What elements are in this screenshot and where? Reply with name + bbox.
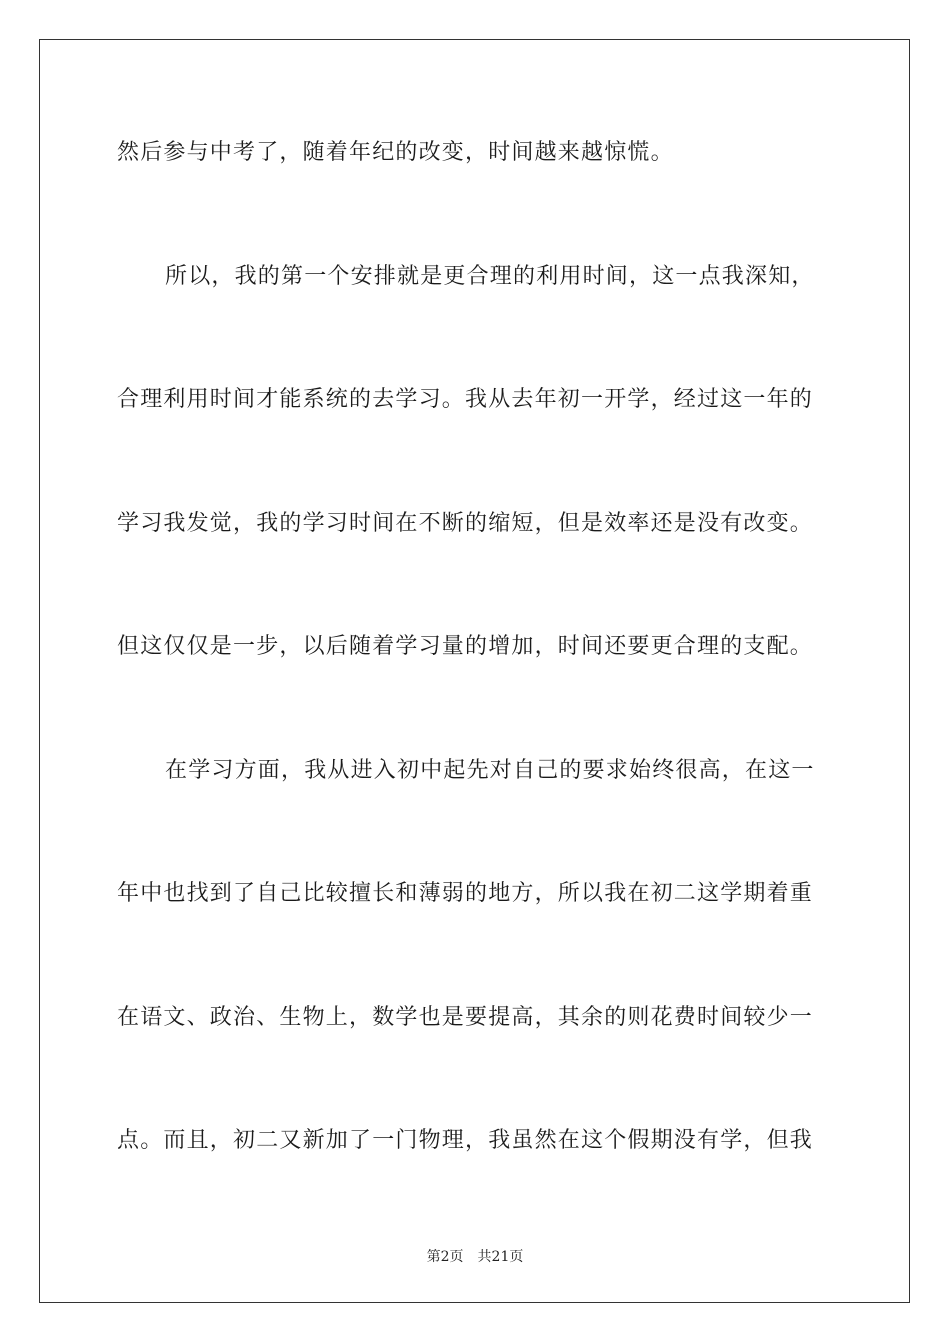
document-body (117, 133, 837, 1245)
text-line-2: 所以，我的第一个安排就是更合理的利用时间，这一点我深知， (165, 263, 815, 289)
text-line-6: 在学习方面，我从进入初中起先对自己的要求始终很高，在这一 (165, 757, 815, 783)
page-footer (0, 1248, 950, 1266)
text-line-4: 学习我发觉，我的学习时间在不断的缩短，但是效率还是没有改变。 (117, 510, 814, 536)
text-line-8: 在语文、政治、生物上，数学也是要提高，其余的则花费时间较少一 (117, 1004, 814, 1030)
text-line-1: 然后参与中考了，随着年纪的改变，时间越来越惊慌。 (117, 140, 674, 165)
text-line-9: 点。而且，初二又新加了一门物理，我虽然在这个假期没有学，但我 (117, 1128, 814, 1153)
text-line-3: 合理利用时间才能系统的去学习。我从去年初一开学，经过这一年的 (117, 387, 814, 412)
text-line-7: 年中也找到了自己比较擅长和薄弱的地方，所以我在初二这学期着重 (117, 881, 814, 906)
total-pages-label: 共21页 (477, 1249, 524, 1265)
text-line-5: 但这仅仅是一步，以后随着学习量的增加，时间还要更合理的支配。 (117, 634, 814, 659)
current-page-label: 第2页 (426, 1249, 464, 1265)
